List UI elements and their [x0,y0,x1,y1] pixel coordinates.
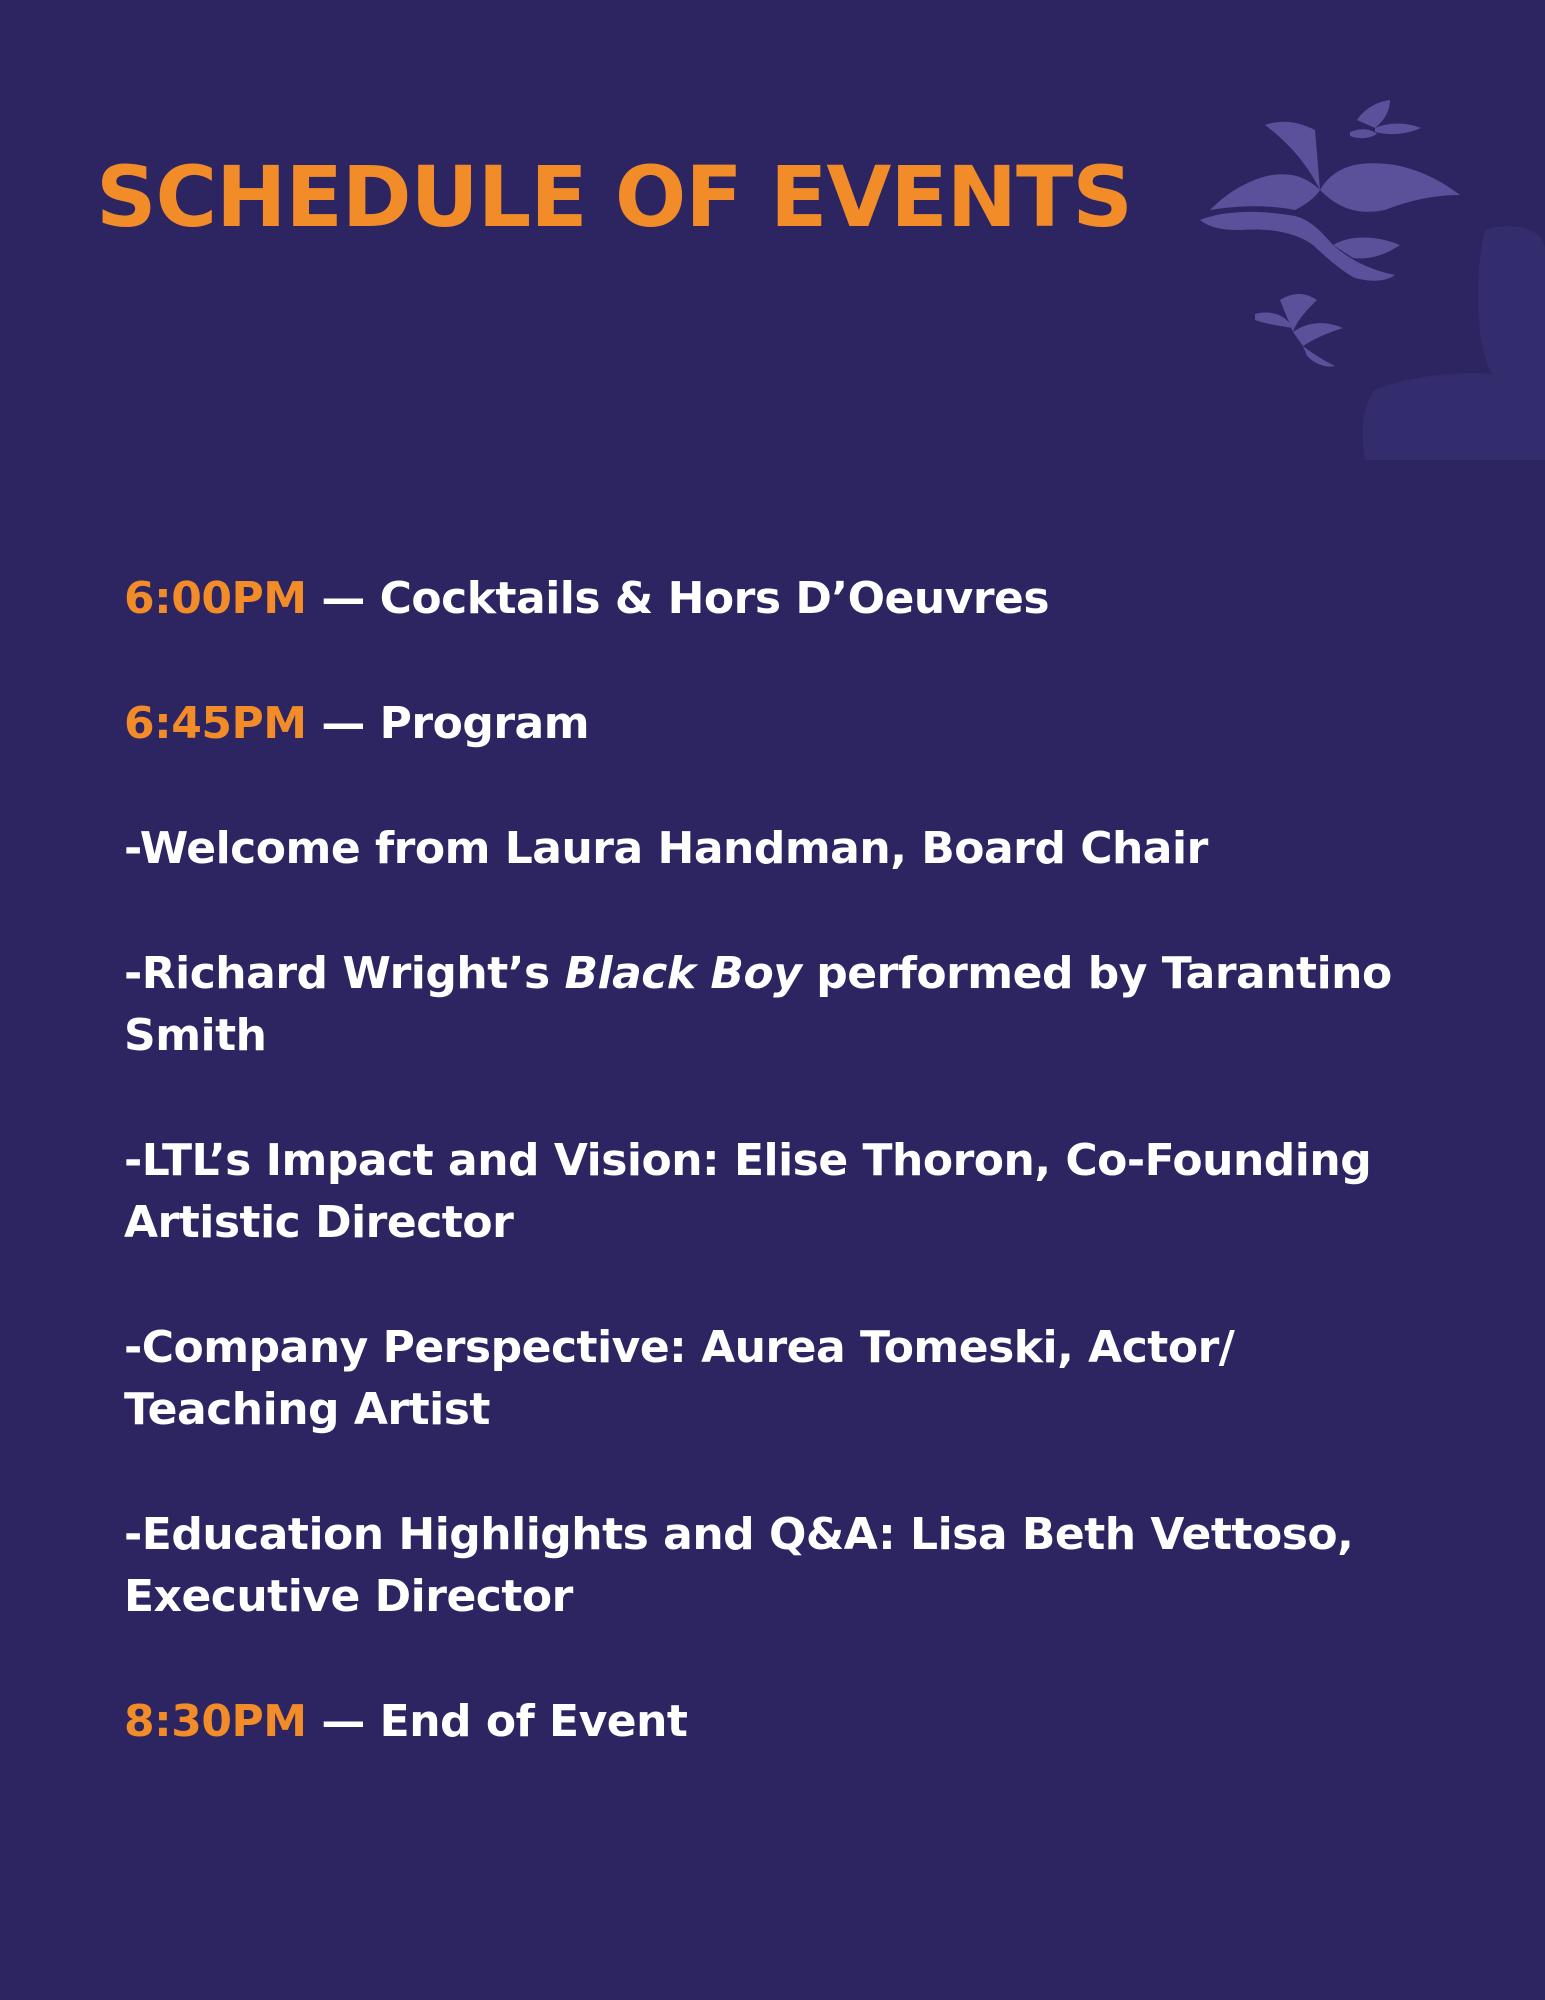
page-title: SCHEDULE OF EVENTS [96,148,1132,246]
time-label: 6:00PM [124,573,307,624]
flying-books-icon [1185,70,1545,470]
performance-prefix: -Richard Wright’s [124,948,565,999]
schedule-item-cocktails [124,568,1454,630]
program-item-education: -Education Highlights and Q&A: Lisa Beth Vettoso, Executive Director [124,1509,1354,1622]
schedule-item-end [124,1691,1454,1753]
program-item-performance [124,943,1454,1067]
time-label: 8:30PM [124,1696,307,1747]
program-item-impact: -LTL’s Impact and Vision: Elise Thoron, Co-Founding Artistic Director [124,1135,1372,1248]
schedule-item-program [124,693,1454,755]
work-title: Black Boy [564,948,802,999]
time-label: 6:45PM [124,698,307,749]
schedule-list [124,568,1454,1816]
event-label: Program [379,698,590,749]
event-label: End of Event [379,1696,688,1747]
program-item-perspective: -Company Perspective: Aurea Tomeski, Actor/ Teaching Artist [124,1322,1235,1435]
separator: — [321,1696,365,1747]
separator: — [321,573,365,624]
program-item-welcome: -Welcome from Laura Handman, Board Chair [124,823,1208,874]
event-label: Cocktails & Hors D’Oeuvres [379,573,1050,624]
separator: — [321,698,365,749]
performance-suffix: performed by Tarantino Smith [124,948,1392,1061]
